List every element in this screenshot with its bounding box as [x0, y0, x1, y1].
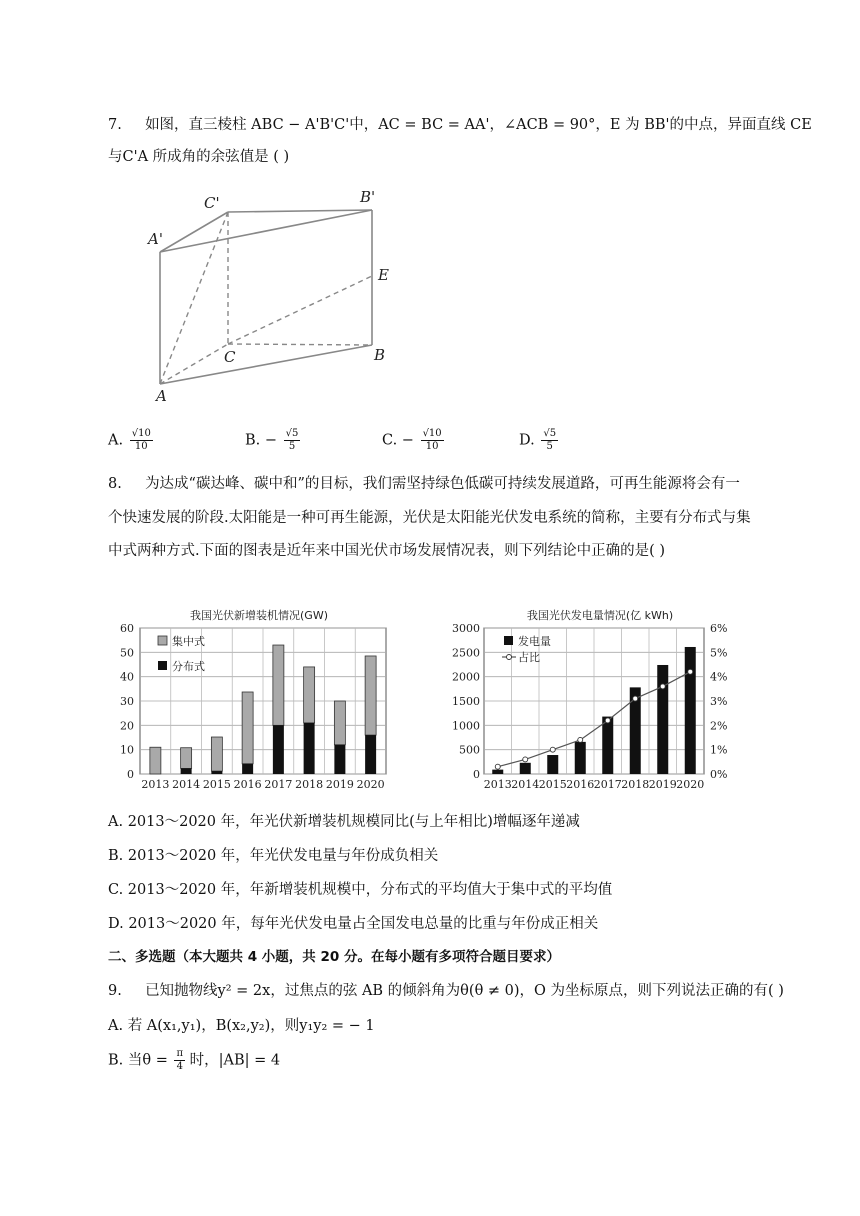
- y-left-tick-label: 2000: [452, 670, 480, 684]
- q9-stem: 已知抛物线y² = 2x，过焦点的弦 AB 的倾斜角为θ(θ ≠ 0)，O 为坐标原点，则下列说法正确的有( ): [145, 983, 784, 999]
- label-b: B: [374, 346, 386, 364]
- legend-label-centralized: 集中式: [172, 635, 205, 648]
- x-tick-label: 2013: [483, 778, 512, 791]
- q7-number: 7.: [108, 117, 122, 133]
- y-left-tick-label: 0: [473, 768, 480, 781]
- legend-swatch-generation: [504, 636, 513, 645]
- y-tick-label: 50: [120, 646, 134, 660]
- bar-distributed: [365, 735, 376, 774]
- q9-option-a[interactable]: A. 若 A(x₁,y₁)，B(x₂,y₂)，则y₁y₂ = − 1: [108, 1018, 375, 1034]
- q8-stem-line1: 为达成“碳达峰、碳中和”的目标，我们需坚持绿色低碳可持续发展道路，可再生能源将会有一: [145, 476, 740, 492]
- x-tick-label: 2019: [648, 778, 677, 791]
- y-left-tick-label: 500: [459, 743, 480, 757]
- q8-stem-line2: 个快速发展的阶段.太阳能是一种可再生能源，光伏是太阳能光伏发电系统的简称，主要有分布式与集: [108, 510, 751, 526]
- x-tick-label: 2020: [676, 778, 705, 791]
- y-right-tick-label: 0%: [710, 768, 728, 781]
- point-share: [578, 737, 583, 742]
- y-left-tick-label: 3000: [452, 622, 480, 635]
- y-right-tick-label: 4%: [710, 670, 728, 684]
- bar-generation: [547, 755, 558, 774]
- y-right-tick-label: 6%: [710, 622, 728, 635]
- edge-c-e: [228, 276, 372, 344]
- x-tick-label: 2020: [356, 778, 385, 791]
- point-share: [660, 684, 665, 689]
- bar-centralized: [150, 747, 161, 774]
- point-share: [633, 696, 638, 701]
- y-right-tick-label: 5%: [710, 646, 728, 660]
- label-a: A: [156, 387, 167, 403]
- legend-label-distributed: 分布式: [172, 660, 205, 673]
- x-tick-label: 2018: [621, 778, 650, 791]
- chart-power-generation: [448, 602, 748, 792]
- x-tick-label: 2016: [566, 778, 595, 791]
- x-tick-label: 2013: [141, 778, 170, 791]
- q8-number: 8.: [108, 476, 122, 492]
- y-right-tick-label: 3%: [710, 695, 728, 708]
- bar-centralized: [304, 667, 315, 723]
- point-share: [688, 669, 693, 674]
- q9-number: 9.: [108, 983, 122, 999]
- q8-stem-line3: 中式两种方式.下面的图表是近年来中国光伏市场发展情况表，则下列结论中正确的是( ): [108, 543, 666, 559]
- bar-centralized: [334, 701, 345, 745]
- q7-option-a-fraction: $\frac{√10}{10}$: [131, 428, 151, 452]
- q7-option-a[interactable]: A. $\frac{√10}{10}$: [108, 428, 151, 452]
- y-tick-label: 20: [120, 719, 134, 733]
- point-share: [523, 757, 528, 762]
- legend-marker-share: [507, 655, 512, 660]
- bar-generation: [685, 647, 696, 774]
- x-tick-label: 2015: [202, 778, 231, 791]
- y-right-tick-label: 1%: [710, 743, 728, 757]
- y-left-tick-label: 2500: [452, 646, 480, 660]
- bar-distributed: [334, 745, 345, 774]
- label-a-prime: A': [148, 230, 163, 248]
- bar-generation: [492, 770, 503, 774]
- legend-swatch-centralized: [158, 636, 167, 645]
- chart-title: 我国光伏新增装机情况(GW): [190, 609, 328, 622]
- y-tick-label: 10: [120, 743, 134, 757]
- section-multiple-choice-title: 二、多选题（本大题共 4 小题，共 20 分。在每小题有多项符合题目要求）: [108, 949, 560, 965]
- x-tick-label: 2014: [172, 778, 201, 791]
- edge-c-b: [228, 344, 372, 345]
- bar-distributed: [273, 725, 284, 774]
- q8-option-a[interactable]: A. 2013～2020 年，年光伏新增装机规模同比(与上年相比)增幅逐年递减: [108, 814, 580, 830]
- point-share: [550, 747, 555, 752]
- x-tick-label: 2014: [511, 778, 540, 791]
- y-left-tick-label: 1500: [452, 695, 480, 708]
- x-tick-label: 2018: [295, 778, 324, 791]
- prism-figure: [140, 188, 400, 403]
- bar-distributed: [211, 771, 222, 774]
- x-tick-label: 2015: [538, 778, 567, 791]
- edge-a1-b1: [160, 210, 372, 252]
- label-c-prime: C': [204, 194, 220, 212]
- q8-line3: [108, 539, 665, 560]
- q8-option-d[interactable]: D. 2013～2020 年，每年光伏发电量占全国发电总量的比重与年份成正相关: [108, 916, 599, 932]
- bar-centralized: [211, 737, 222, 771]
- y-tick-label: 40: [120, 670, 134, 684]
- point-share: [605, 718, 610, 723]
- y-tick-label: 60: [120, 622, 134, 635]
- y-tick-label: 30: [120, 695, 134, 708]
- bar-centralized: [242, 692, 253, 764]
- label-e: E: [378, 266, 389, 284]
- legend-label-generation: 发电量: [518, 635, 551, 648]
- q9-option-b[interactable]: B. 当θ = $\frac{\pi}{4}$ 时，|AB| = 4: [108, 1048, 281, 1072]
- legend-swatch-distributed: [158, 661, 167, 670]
- bar-distributed: [304, 723, 315, 774]
- q9-option-b-fraction: $\frac{\pi}{4}$: [176, 1048, 184, 1072]
- bar-centralized: [181, 748, 192, 769]
- bar-generation: [657, 665, 668, 774]
- y-tick-label: 0: [127, 768, 134, 781]
- x-tick-label: 2019: [325, 778, 354, 791]
- q7-option-b[interactable]: B. − $\frac{√5}{5}$: [245, 428, 299, 452]
- point-share: [495, 764, 500, 769]
- chart-title: 我国光伏发电量情况(亿 kWh): [526, 609, 674, 622]
- y-left-tick-label: 1000: [452, 719, 480, 733]
- label-c: C: [224, 348, 236, 366]
- edge-a-c1: [160, 212, 228, 384]
- bar-generation: [520, 763, 531, 774]
- bar-centralized: [273, 645, 284, 725]
- q8-line2: [108, 506, 751, 527]
- q7-line1: [108, 113, 812, 134]
- q8-option-b[interactable]: B. 2013～2020 年，年光伏发电量与年份成负相关: [108, 848, 439, 864]
- q7-stem-line2: 与C'A 所成角的余弦值是 ( ): [108, 149, 290, 165]
- q7-option-b-fraction: $\frac{√5}{5}$: [285, 428, 299, 452]
- bar-generation: [575, 742, 586, 774]
- x-tick-label: 2017: [593, 778, 622, 791]
- bar-distributed: [242, 764, 253, 774]
- bar-distributed: [181, 768, 192, 774]
- q7-option-c-fraction: $\frac{√10}{10}$: [422, 428, 442, 452]
- chart-new-installed-capacity: [104, 602, 394, 792]
- q8-line1: [108, 472, 740, 493]
- x-tick-label: 2016: [233, 778, 262, 791]
- bar-generation: [602, 717, 613, 774]
- q9-line1: [108, 979, 784, 1000]
- q7-option-d[interactable]: D. $\frac{√5}{5}$: [519, 428, 557, 452]
- q7-line2: [108, 145, 289, 166]
- y-right-tick-label: 2%: [710, 719, 728, 733]
- label-b-prime: B': [360, 188, 376, 206]
- q7-option-c[interactable]: C. − $\frac{√10}{10}$: [382, 428, 442, 452]
- q7-option-d-fraction: $\frac{√5}{5}$: [543, 428, 557, 452]
- q8-option-c[interactable]: C. 2013～2020 年，年新增装机规模中，分布式的平均值大于集中式的平均值: [108, 882, 613, 898]
- bar-centralized: [365, 656, 376, 735]
- edge-c1-b1: [228, 210, 372, 212]
- legend-label-share: 占比: [518, 651, 540, 664]
- q7-stem-line1: 如图，直三棱柱 ABC − A'B'C'中，AC = BC = AA'，∠ACB = 90°，E 为 BB'的中点，异面直线 CE: [145, 117, 812, 133]
- x-tick-label: 2017: [264, 778, 293, 791]
